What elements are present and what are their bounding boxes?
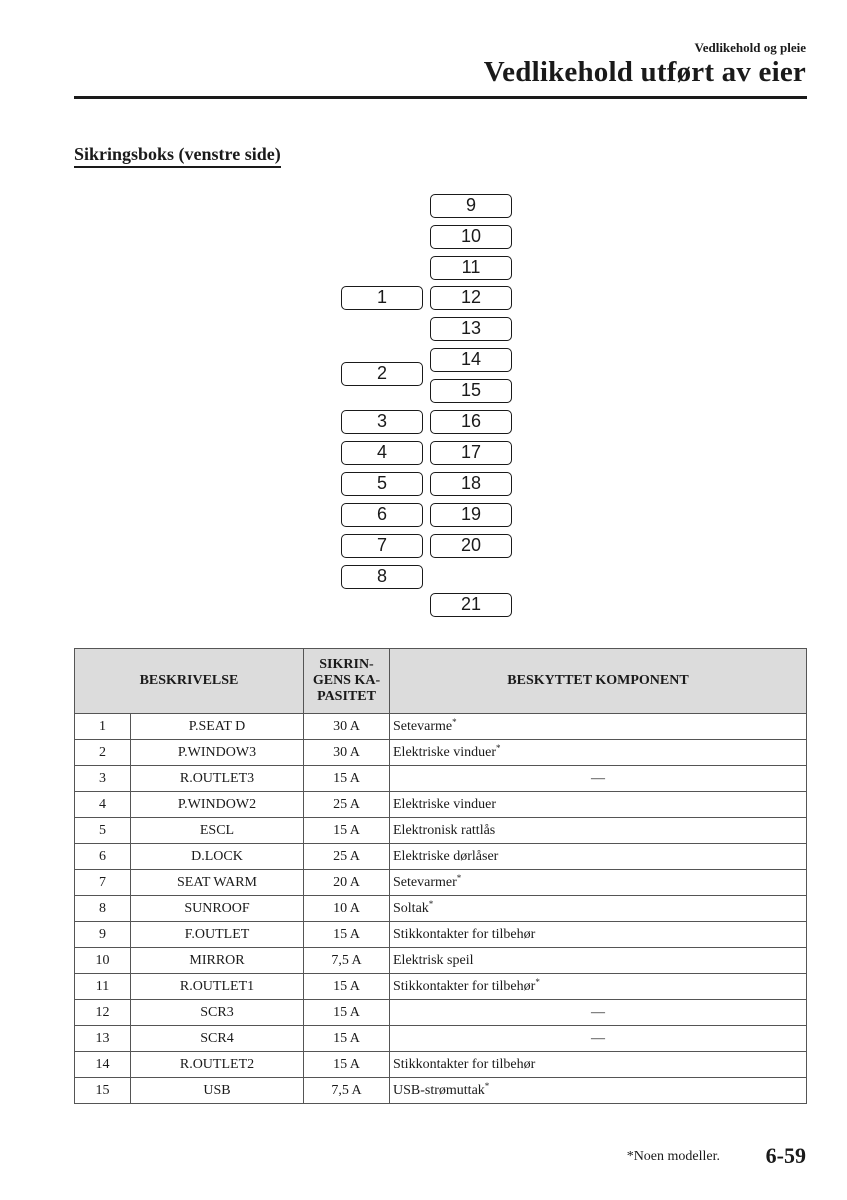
fuse-number-cell: 5 bbox=[75, 818, 131, 844]
fuse-slot-right: 12 bbox=[430, 286, 512, 310]
fuse-slot-left: 7 bbox=[341, 534, 423, 558]
fuse-capacity-cell: 25 A bbox=[304, 844, 390, 870]
protected-component-cell bbox=[390, 1000, 807, 1026]
fuse-description-cell: MIRROR bbox=[131, 948, 304, 974]
fuse-capacity-cell: 15 A bbox=[304, 766, 390, 792]
protected-component-cell bbox=[390, 1078, 807, 1104]
component-text: Setevarmer bbox=[393, 874, 457, 890]
component-text: Elektriske vinduer bbox=[393, 796, 497, 812]
fuse-slot-right: 19 bbox=[430, 503, 512, 527]
fuse-number-cell: 9 bbox=[75, 922, 131, 948]
fuse-slot-right: 14 bbox=[430, 348, 512, 372]
table-row bbox=[75, 818, 807, 844]
component-text: — bbox=[591, 770, 605, 786]
fuse-description-cell: SEAT WARM bbox=[131, 870, 304, 896]
footnote: *Noen modeller. bbox=[626, 1149, 720, 1164]
table-row bbox=[75, 870, 807, 896]
fuse-number-cell: 3 bbox=[75, 766, 131, 792]
component-text: — bbox=[591, 1004, 605, 1020]
component-text: Elektriske dørlåser bbox=[393, 848, 499, 864]
fuse-slot-left: 2 bbox=[341, 362, 423, 386]
fuse-description-cell: SUNROOF bbox=[131, 896, 304, 922]
fuse-slot-right: 20 bbox=[430, 534, 512, 558]
component-text: USB-strømuttak bbox=[393, 1082, 485, 1098]
table-row bbox=[75, 974, 807, 1000]
table-row bbox=[75, 792, 807, 818]
fuse-number-cell: 8 bbox=[75, 896, 131, 922]
fuse-number-cell: 1 bbox=[75, 714, 131, 740]
protected-component-cell bbox=[390, 714, 807, 740]
fuse-slot-left: 5 bbox=[341, 472, 423, 496]
fuse-number-cell: 15 bbox=[75, 1078, 131, 1104]
header-capacity-line2: GENS KA- bbox=[312, 673, 381, 688]
footnote-marker: * bbox=[428, 898, 434, 909]
fuse-slot-left: 4 bbox=[341, 441, 423, 465]
fuse-capacity-cell: 25 A bbox=[304, 792, 390, 818]
table-row bbox=[75, 1026, 807, 1052]
fuse-capacity-cell: 15 A bbox=[304, 974, 390, 1000]
protected-component-cell bbox=[390, 870, 807, 896]
fuse-description-cell: SCR3 bbox=[131, 1000, 304, 1026]
protected-component-cell bbox=[390, 1026, 807, 1052]
fuse-slot-right: 11 bbox=[430, 256, 512, 280]
fuse-slot-left: 8 bbox=[341, 565, 423, 589]
component-text: Elektronisk rattlås bbox=[393, 822, 496, 838]
fuse-number-cell: 2 bbox=[75, 740, 131, 766]
protected-component-cell bbox=[390, 792, 807, 818]
fuse-description-cell: P.WINDOW2 bbox=[131, 792, 304, 818]
fuse-table-body bbox=[75, 714, 807, 1104]
header-capacity-line1: SIKRIN- bbox=[319, 657, 374, 672]
fuse-capacity-cell: 15 A bbox=[304, 1026, 390, 1052]
page-number: 6-59 bbox=[765, 1143, 806, 1168]
protected-component-cell bbox=[390, 844, 807, 870]
page-title: Vedlikehold utført av eier bbox=[483, 56, 806, 88]
fuse-capacity-cell: 10 A bbox=[304, 896, 390, 922]
footnote-marker: * bbox=[496, 742, 501, 753]
fuse-capacity-cell: 30 A bbox=[304, 740, 390, 766]
header-component: BESKYTTET KOMPONENT bbox=[390, 649, 807, 714]
fuse-slot-left: 6 bbox=[341, 503, 423, 527]
fuse-number-cell: 4 bbox=[75, 792, 131, 818]
table-row bbox=[75, 896, 807, 922]
protected-component-cell bbox=[390, 896, 807, 922]
fuse-number-cell: 12 bbox=[75, 1000, 131, 1026]
component-text: Stikkontakter for tilbehør bbox=[393, 978, 536, 994]
fuse-table bbox=[74, 648, 807, 1104]
protected-component-cell bbox=[390, 1052, 807, 1078]
fuse-description-cell: USB bbox=[131, 1078, 304, 1104]
fuse-capacity-cell: 30 A bbox=[304, 714, 390, 740]
fuse-capacity-cell: 7,5 A bbox=[304, 948, 390, 974]
table-row bbox=[75, 766, 807, 792]
section-header: Vedlikehold og pleie bbox=[694, 40, 806, 55]
fuse-description-cell: SCR4 bbox=[131, 1026, 304, 1052]
fuse-description-cell: ESCL bbox=[131, 818, 304, 844]
fuse-capacity-cell: 15 A bbox=[304, 922, 390, 948]
protected-component-cell bbox=[390, 948, 807, 974]
fuse-capacity-cell: 7,5 A bbox=[304, 1078, 390, 1104]
fuse-capacity-cell: 15 A bbox=[304, 1052, 390, 1078]
fuse-description-cell: D.LOCK bbox=[131, 844, 304, 870]
footnote-marker: * bbox=[456, 872, 462, 883]
table-row bbox=[75, 740, 807, 766]
fuse-slot-right: 13 bbox=[430, 317, 512, 341]
component-text: Elektriske vinduer bbox=[393, 744, 497, 760]
fuse-capacity-cell: 15 A bbox=[304, 1000, 390, 1026]
fuse-slot-left: 1 bbox=[341, 286, 423, 310]
fuse-slot-right: 10 bbox=[430, 225, 512, 249]
fuse-number-cell: 13 bbox=[75, 1026, 131, 1052]
fuse-description-cell: R.OUTLET2 bbox=[131, 1052, 304, 1078]
footnote-marker: * bbox=[452, 716, 457, 727]
footnote-marker: * bbox=[535, 976, 540, 987]
fuse-slot-right: 16 bbox=[430, 410, 512, 434]
fuse-description-cell: F.OUTLET bbox=[131, 922, 304, 948]
component-text: Elektrisk speil bbox=[393, 952, 474, 968]
fuse-description-cell: P.WINDOW3 bbox=[131, 740, 304, 766]
table-row bbox=[75, 1000, 807, 1026]
table-header-row bbox=[75, 649, 807, 714]
fuse-description-cell: R.OUTLET1 bbox=[131, 974, 304, 1000]
fuse-number-cell: 14 bbox=[75, 1052, 131, 1078]
protected-component-cell bbox=[390, 974, 807, 1000]
table-row bbox=[75, 948, 807, 974]
protected-component-cell bbox=[390, 740, 807, 766]
component-text: Setevarme bbox=[393, 718, 453, 734]
fuse-slot-right: 15 bbox=[430, 379, 512, 403]
header-capacity-line3: PASITET bbox=[317, 689, 376, 704]
fuse-slot-right: 21 bbox=[430, 593, 512, 617]
table-row bbox=[75, 714, 807, 740]
component-text: Soltak bbox=[393, 900, 429, 916]
table-row bbox=[75, 1078, 807, 1104]
fuse-number-cell: 7 bbox=[75, 870, 131, 896]
fuse-slot-right: 17 bbox=[430, 441, 512, 465]
table-row bbox=[75, 922, 807, 948]
fuse-slot-right: 9 bbox=[430, 194, 512, 218]
footnote-marker: * bbox=[484, 1080, 490, 1091]
fuse-capacity-cell: 15 A bbox=[304, 818, 390, 844]
component-text: Stikkontakter for tilbehør bbox=[393, 926, 536, 942]
fuse-number-cell: 6 bbox=[75, 844, 131, 870]
component-text: — bbox=[591, 1030, 605, 1046]
fuse-slot-right: 18 bbox=[430, 472, 512, 496]
table-row bbox=[75, 1052, 807, 1078]
fuse-number-cell: 11 bbox=[75, 974, 131, 1000]
header-capacity bbox=[304, 649, 390, 714]
component-text: Stikkontakter for tilbehør bbox=[393, 1056, 536, 1072]
protected-component-cell bbox=[390, 766, 807, 792]
protected-component-cell bbox=[390, 818, 807, 844]
fuse-description-cell: P.SEAT D bbox=[131, 714, 304, 740]
section-title: Sikringsboks (venstre side) bbox=[74, 144, 281, 168]
header-description: BESKRIVELSE bbox=[75, 649, 304, 714]
table-row bbox=[75, 844, 807, 870]
fuse-slot-left: 3 bbox=[341, 410, 423, 434]
fuse-capacity-cell: 20 A bbox=[304, 870, 390, 896]
header-rule bbox=[74, 96, 807, 99]
fuse-description-cell: R.OUTLET3 bbox=[131, 766, 304, 792]
protected-component-cell bbox=[390, 922, 807, 948]
fuse-number-cell: 10 bbox=[75, 948, 131, 974]
